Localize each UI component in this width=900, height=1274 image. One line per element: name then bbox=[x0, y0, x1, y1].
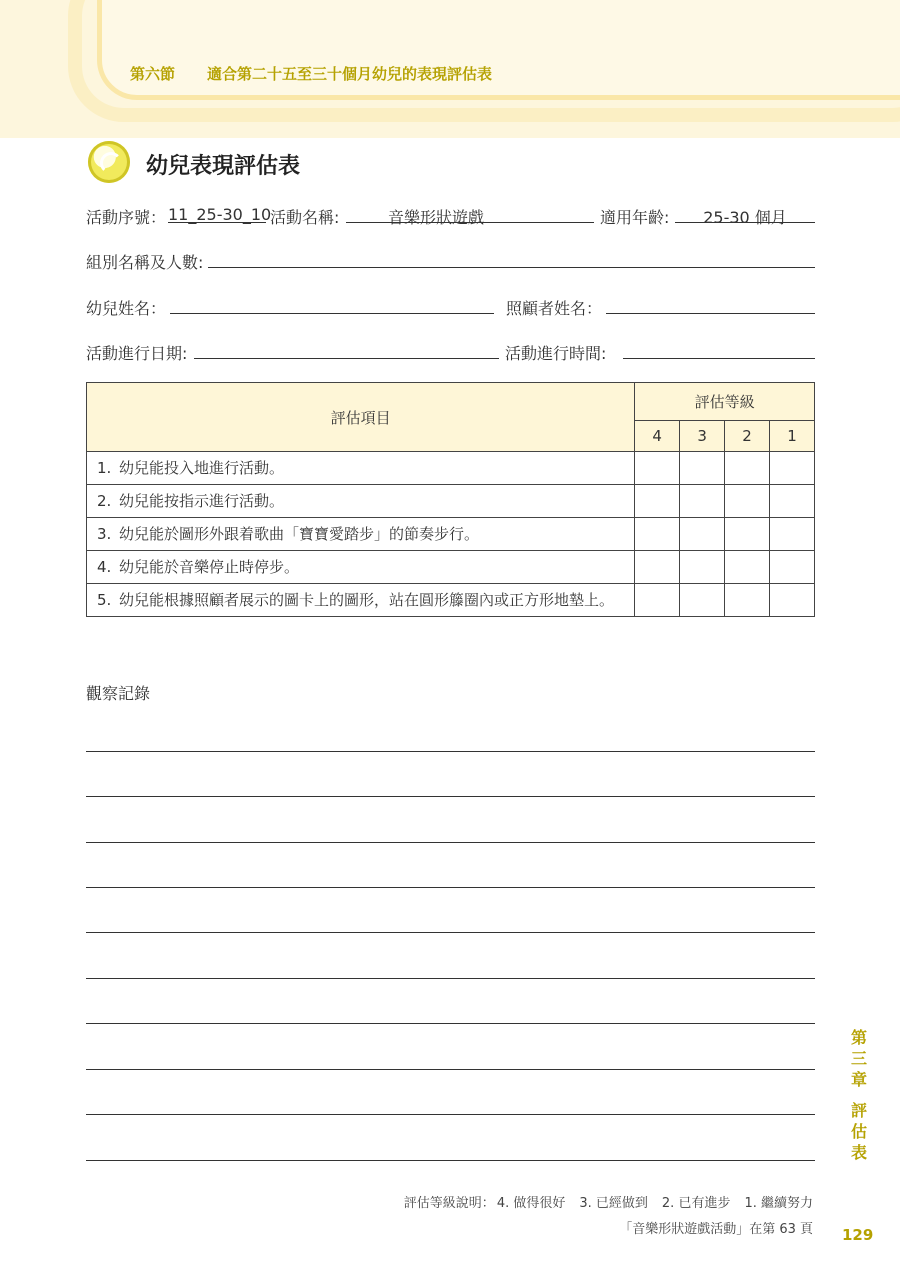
date-label: 活動進行日期: bbox=[86, 344, 188, 363]
observation-line[interactable] bbox=[86, 1023, 815, 1024]
circle-bullet-highlight-icon bbox=[100, 152, 122, 174]
score-cell[interactable] bbox=[635, 584, 680, 617]
legend-item: 2. 已有進步 bbox=[661, 1196, 731, 1211]
item-cell bbox=[87, 452, 635, 485]
observation-line[interactable] bbox=[86, 796, 815, 797]
table-row bbox=[87, 584, 815, 617]
side-tab-spacer bbox=[848, 1090, 870, 1100]
header-title: 適合第二十五至三十個月幼兒的表現評估表 bbox=[207, 65, 493, 83]
child-name-label: 幼兒姓名： bbox=[86, 299, 167, 318]
grade-legend bbox=[404, 1192, 813, 1211]
observation-line[interactable] bbox=[86, 842, 815, 843]
legend-item: 4. 做得很好 bbox=[496, 1196, 566, 1211]
score-cell[interactable] bbox=[725, 584, 770, 617]
date-field[interactable] bbox=[194, 358, 499, 359]
grade-header: 評估等級 bbox=[635, 383, 815, 421]
item-number: 3. bbox=[97, 525, 112, 543]
evaluation-table bbox=[86, 382, 815, 617]
topic-char: 評 bbox=[850, 1101, 867, 1120]
activity-name-label: 活動名稱: bbox=[270, 208, 340, 227]
item-number: 5. bbox=[97, 591, 112, 609]
topic-char: 估 bbox=[850, 1122, 867, 1141]
score-cell[interactable] bbox=[770, 485, 815, 518]
observation-line[interactable] bbox=[86, 978, 815, 979]
score-cell[interactable] bbox=[725, 551, 770, 584]
item-cell bbox=[87, 551, 635, 584]
observation-line[interactable] bbox=[86, 1160, 815, 1161]
score-cell[interactable] bbox=[770, 518, 815, 551]
score-cell[interactable] bbox=[635, 485, 680, 518]
score-header: 3 bbox=[680, 421, 725, 452]
carer-name-field[interactable] bbox=[606, 313, 815, 314]
score-cell[interactable] bbox=[680, 485, 725, 518]
score-cell[interactable] bbox=[725, 518, 770, 551]
header-decoration-inner bbox=[97, 0, 900, 100]
table-row bbox=[87, 452, 815, 485]
activity-no-label: 活動序號： bbox=[86, 208, 167, 227]
observation-line[interactable] bbox=[86, 1114, 815, 1115]
score-cell[interactable] bbox=[635, 452, 680, 485]
legend-label: 評估等級說明： bbox=[403, 1196, 495, 1211]
legend-item: 3. 已經做到 bbox=[579, 1196, 648, 1211]
chapter-side-tab bbox=[848, 1027, 870, 1163]
activity-name-value[interactable]: 音樂形狀遊戲 bbox=[387, 208, 484, 227]
score-cell[interactable] bbox=[680, 452, 725, 485]
header-section: 第六節 bbox=[130, 65, 176, 83]
legend-item: 1. 繼續努力 bbox=[744, 1196, 813, 1211]
score-cell[interactable] bbox=[680, 584, 725, 617]
observation-line[interactable] bbox=[86, 887, 815, 888]
time-field[interactable] bbox=[623, 358, 815, 359]
score-header: 4 bbox=[635, 421, 680, 452]
page-title: 幼兒表現評估表 bbox=[146, 154, 301, 179]
observation-line[interactable] bbox=[86, 1069, 815, 1070]
score-cell[interactable] bbox=[725, 452, 770, 485]
score-cell[interactable] bbox=[725, 485, 770, 518]
score-cell[interactable] bbox=[770, 584, 815, 617]
child-name-field[interactable] bbox=[170, 313, 494, 314]
observation-label: 觀察記錄 bbox=[86, 684, 151, 703]
observation-line[interactable] bbox=[86, 751, 815, 752]
age-value[interactable]: 25-30 個月 bbox=[703, 208, 787, 227]
group-field[interactable] bbox=[208, 267, 815, 268]
score-cell[interactable] bbox=[635, 518, 680, 551]
score-header: 2 bbox=[725, 421, 770, 452]
page-number: 129 bbox=[842, 1226, 874, 1244]
score-header: 1 bbox=[770, 421, 815, 452]
item-header: 評估項目 bbox=[87, 383, 635, 452]
running-header bbox=[130, 63, 492, 84]
score-cell[interactable] bbox=[680, 518, 725, 551]
topic-char: 表 bbox=[850, 1143, 867, 1162]
age-label: 適用年齡: bbox=[600, 208, 670, 227]
item-text: 幼兒能按指示進行活動。 bbox=[119, 492, 285, 510]
item-number: 4. bbox=[97, 558, 112, 576]
observation-line[interactable] bbox=[86, 932, 815, 933]
time-label: 活動進行時間: bbox=[505, 344, 607, 363]
table-row bbox=[87, 518, 815, 551]
score-cell[interactable] bbox=[770, 551, 815, 584]
item-number: 2. bbox=[97, 492, 112, 510]
item-cell bbox=[87, 518, 635, 551]
item-number: 1. bbox=[97, 459, 112, 477]
chapter-char: 第 bbox=[850, 1028, 867, 1047]
item-text: 幼兒能投入地進行活動。 bbox=[119, 459, 285, 477]
chapter-char: 章 bbox=[850, 1070, 867, 1089]
score-cell[interactable] bbox=[635, 551, 680, 584]
activity-no-value[interactable]: 11_25-30_10 bbox=[168, 205, 272, 224]
page-reference: 「音樂形狀遊戲活動」在第 63 頁 bbox=[619, 1222, 813, 1237]
score-cell[interactable] bbox=[770, 452, 815, 485]
item-cell bbox=[87, 485, 635, 518]
item-text: 幼兒能於圖形外跟着歌曲「寶寶愛踏步」的節奏步行。 bbox=[119, 525, 480, 543]
carer-name-label: 照顧者姓名： bbox=[506, 299, 603, 318]
item-text: 幼兒能根據照顧者展示的圖卡上的圖形，站在圓形籐圈內或正方形地墊上。 bbox=[119, 591, 615, 609]
score-cell[interactable] bbox=[680, 551, 725, 584]
chapter-char: 三 bbox=[850, 1049, 867, 1068]
item-cell bbox=[87, 584, 635, 617]
table-row bbox=[87, 485, 815, 518]
group-label: 組別名稱及人數: bbox=[86, 253, 204, 272]
item-text: 幼兒能於音樂停止時停步。 bbox=[119, 558, 300, 576]
table-row bbox=[87, 551, 815, 584]
